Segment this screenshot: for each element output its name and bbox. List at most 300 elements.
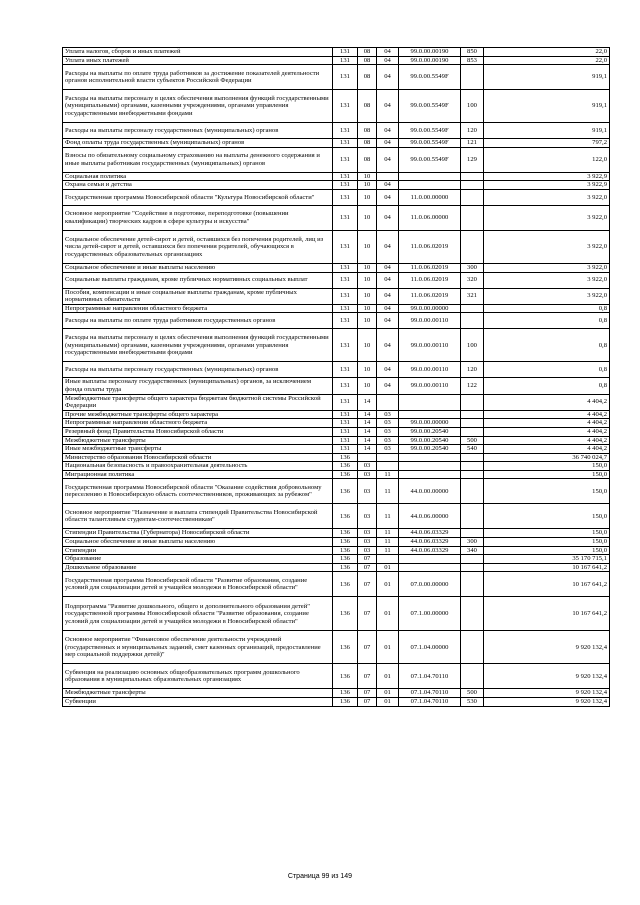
cell-expense-type: [461, 462, 484, 471]
cell-grbs: 136: [333, 631, 358, 664]
cell-expense-type: [461, 572, 484, 597]
cell-section: 10: [358, 172, 377, 181]
cell-expense-type: 300: [461, 263, 484, 272]
cell-amount: 10 167 641,2: [484, 563, 610, 572]
cell-section: 10: [358, 189, 377, 205]
cell-target-article: 44.0.06.00000: [399, 504, 461, 529]
cell-section: 14: [358, 394, 377, 410]
cell-grbs: 131: [333, 139, 358, 148]
cell-target-article: [399, 555, 461, 564]
table-row: [63, 555, 610, 564]
cell-amount: 3 922,0: [484, 272, 610, 288]
cell-section: 07: [358, 664, 377, 689]
cell-section: 10: [358, 362, 377, 378]
table-row: [63, 304, 610, 313]
cell-grbs: 131: [333, 394, 358, 410]
cell-grbs: 131: [333, 90, 358, 123]
cell-expense-type: [461, 205, 484, 230]
cell-name: Государственная программа Новосибирской области "Оказание содействия добровольному переселению в Новосибирскую область соотечественников, проживающих за рубежом": [63, 479, 333, 504]
cell-target-article: 99.0.00.00190: [399, 56, 461, 65]
cell-name: Государственная программа Новосибирской области "Культура Новосибирской области": [63, 189, 333, 205]
cell-amount: 3 922,0: [484, 230, 610, 263]
cell-name: Непрограммные направления областного бюджета: [63, 304, 333, 313]
cell-grbs: 131: [333, 172, 358, 181]
cell-amount: 4 404,2: [484, 427, 610, 436]
cell-amount: 9 920 132,4: [484, 689, 610, 698]
cell-name: Социальное обеспечение детей-сирот и детей, оставшихся без попечения родителей, лиц из числа детей-сирот и детей, оставшихся без попечения родителей, обучающихся в государственных образовательных организациях: [63, 230, 333, 263]
cell-name: Стипендии: [63, 546, 333, 555]
cell-grbs: 136: [333, 546, 358, 555]
cell-grbs: 131: [333, 48, 358, 57]
cell-section: 07: [358, 563, 377, 572]
cell-subsection: 11: [377, 479, 399, 504]
cell-expense-type: 100: [461, 329, 484, 362]
table-row: [63, 470, 610, 479]
table-row: [63, 597, 610, 631]
cell-grbs: 131: [333, 205, 358, 230]
cell-name: Иные выплаты персоналу государственных (муниципальных) органов, за исключением фонда оплаты труда: [63, 378, 333, 394]
cell-grbs: 131: [333, 147, 358, 172]
table-row: [63, 362, 610, 378]
cell-section: [358, 453, 377, 462]
cell-expense-type: [461, 427, 484, 436]
cell-section: 14: [358, 427, 377, 436]
cell-expense-type: 340: [461, 546, 484, 555]
table-row: [63, 205, 610, 230]
cell-subsection: [377, 172, 399, 181]
cell-amount: 150,0: [484, 538, 610, 547]
cell-target-article: 11.0.06.02019: [399, 263, 461, 272]
cell-section: 14: [358, 445, 377, 454]
cell-expense-type: 530: [461, 698, 484, 707]
cell-name: Расходы на выплаты персоналу государственных (муниципальных) органов: [63, 123, 333, 139]
cell-expense-type: 500: [461, 689, 484, 698]
cell-expense-type: [461, 504, 484, 529]
cell-subsection: 04: [377, 313, 399, 329]
cell-section: 03: [358, 546, 377, 555]
cell-subsection: 01: [377, 563, 399, 572]
cell-amount: 9 920 132,4: [484, 698, 610, 707]
cell-section: 14: [358, 419, 377, 428]
cell-subsection: 04: [377, 189, 399, 205]
cell-amount: 122,0: [484, 147, 610, 172]
cell-section: 03: [358, 529, 377, 538]
cell-name: Социальное обеспечение и иные выплаты населению: [63, 263, 333, 272]
cell-target-article: 99.0.00.00000: [399, 304, 461, 313]
cell-name: Пособия, компенсации и иные социальные выплаты гражданам, кроме публичных нормативных обязательств: [63, 288, 333, 304]
cell-section: 10: [358, 313, 377, 329]
cell-expense-type: [461, 181, 484, 190]
cell-expense-type: [461, 631, 484, 664]
cell-section: 07: [358, 572, 377, 597]
cell-subsection: [377, 394, 399, 410]
cell-name: Министерство образования Новосибирской области: [63, 453, 333, 462]
cell-section: 10: [358, 378, 377, 394]
cell-grbs: 136: [333, 563, 358, 572]
cell-subsection: 11: [377, 529, 399, 538]
cell-grbs: 136: [333, 597, 358, 631]
table-row: [63, 181, 610, 190]
cell-expense-type: 129: [461, 147, 484, 172]
cell-target-article: 07.1.04.70110: [399, 664, 461, 689]
cell-subsection: 04: [377, 90, 399, 123]
cell-subsection: 01: [377, 698, 399, 707]
cell-amount: 0,8: [484, 304, 610, 313]
cell-subsection: 03: [377, 410, 399, 419]
cell-name: Межбюджетные трансферты: [63, 689, 333, 698]
table-row: [63, 546, 610, 555]
cell-expense-type: 500: [461, 436, 484, 445]
cell-name: Резервный фонд Правительства Новосибирской области: [63, 427, 333, 436]
table-row: [63, 139, 610, 148]
table-row: [63, 272, 610, 288]
cell-expense-type: 853: [461, 56, 484, 65]
table-row: [63, 479, 610, 504]
cell-name: Взносы по обязательному социальному страхованию на выплаты денежного содержания и иные выплаты работникам государственных (муниципальных) органов: [63, 147, 333, 172]
cell-name: Охрана семьи и детства: [63, 181, 333, 190]
cell-section: 03: [358, 462, 377, 471]
cell-amount: 3 922,0: [484, 263, 610, 272]
table-row: [63, 263, 610, 272]
cell-target-article: 99.0.00.5549F: [399, 123, 461, 139]
cell-amount: 36 740 024,7: [484, 453, 610, 462]
cell-name: Расходы на выплаты по оплате труда работников государственных органов: [63, 313, 333, 329]
cell-target-article: 07.1.04.70110: [399, 698, 461, 707]
cell-grbs: 131: [333, 181, 358, 190]
table-row: [63, 563, 610, 572]
cell-expense-type: [461, 470, 484, 479]
table-row: [63, 410, 610, 419]
cell-section: 07: [358, 698, 377, 707]
cell-target-article: 44.0.00.00000: [399, 479, 461, 504]
cell-grbs: 131: [333, 436, 358, 445]
cell-target-article: 11.0.06.00000: [399, 205, 461, 230]
cell-grbs: 131: [333, 304, 358, 313]
cell-name: Стипендии Правительства (Губернатора) Новосибирской области: [63, 529, 333, 538]
cell-name: Подпрограмма "Развитие дошкольного, общего и дополнительного образования детей" государственной программы Новосибирской области "Развитие образования, создание условий для социализации детей и учащейся молодежи в Новосибирской области": [63, 597, 333, 631]
cell-amount: 22,0: [484, 48, 610, 57]
cell-name: Уплата иных платежей: [63, 56, 333, 65]
cell-section: 10: [358, 181, 377, 190]
table-row: [63, 147, 610, 172]
table-row: [63, 698, 610, 707]
cell-grbs: 136: [333, 698, 358, 707]
cell-subsection: 04: [377, 230, 399, 263]
cell-grbs: 136: [333, 529, 358, 538]
cell-name: Социальное обеспечение и иные выплаты населению: [63, 538, 333, 547]
cell-expense-type: [461, 172, 484, 181]
cell-name: Уплата налогов, сборов и иных платежей: [63, 48, 333, 57]
cell-amount: 150,0: [484, 504, 610, 529]
cell-expense-type: 320: [461, 272, 484, 288]
table-row: [63, 313, 610, 329]
cell-amount: 4 404,2: [484, 436, 610, 445]
cell-amount: 0,8: [484, 362, 610, 378]
cell-section: 03: [358, 470, 377, 479]
cell-expense-type: 122: [461, 378, 484, 394]
cell-name: Расходы на выплаты персоналу в целях обеспечения выполнения функций государственными (муниципальными) органами, казенными учреждениями, органами управления государственными внебюджетными фондами: [63, 329, 333, 362]
cell-target-article: 11.0.06.02019: [399, 230, 461, 263]
page-number: Страница 99 из 149: [287, 873, 353, 880]
cell-grbs: 131: [333, 445, 358, 454]
cell-section: 14: [358, 436, 377, 445]
cell-amount: 150,0: [484, 546, 610, 555]
cell-subsection: 03: [377, 436, 399, 445]
cell-target-article: 99.0.00.00110: [399, 378, 461, 394]
cell-amount: 0,8: [484, 329, 610, 362]
table-row: [63, 65, 610, 90]
cell-section: 08: [358, 65, 377, 90]
cell-subsection: 04: [377, 65, 399, 90]
cell-subsection: 04: [377, 123, 399, 139]
table-row: [63, 462, 610, 471]
cell-target-article: 99.0.00.00190: [399, 48, 461, 57]
cell-amount: 3 922,9: [484, 181, 610, 190]
table-row: [63, 436, 610, 445]
table-row: [63, 172, 610, 181]
cell-name: Основное мероприятие "Финансовое обеспечение деятельности учреждений (государственных и муниципальных заданий, смет казенных организаций, предоставление мер социальной поддержки детей)": [63, 631, 333, 664]
cell-name: Субвенция на реализацию основных общеобразовательных программ дошкольного образования в муниципальных образовательных организациях: [63, 664, 333, 689]
cell-subsection: 04: [377, 362, 399, 378]
table-row: [63, 504, 610, 529]
cell-name: Дошкольное образование: [63, 563, 333, 572]
cell-subsection: 04: [377, 205, 399, 230]
cell-target-article: 07.1.04.00000: [399, 631, 461, 664]
cell-grbs: 136: [333, 555, 358, 564]
cell-subsection: [377, 555, 399, 564]
cell-expense-type: 120: [461, 123, 484, 139]
table-row: [63, 378, 610, 394]
table-row: [63, 572, 610, 597]
table-row: [63, 689, 610, 698]
cell-section: 07: [358, 597, 377, 631]
cell-grbs: 131: [333, 313, 358, 329]
cell-amount: 22,0: [484, 56, 610, 65]
cell-target-article: 07.0.00.00000: [399, 572, 461, 597]
cell-name: Межбюджетные трансферты общего характера бюджетам бюджетной системы Российской Федерации: [63, 394, 333, 410]
cell-expense-type: [461, 189, 484, 205]
cell-section: 10: [358, 329, 377, 362]
table-row: [63, 538, 610, 547]
cell-target-article: 99.0.00.5549F: [399, 90, 461, 123]
cell-name: Основное мероприятие "Содействие в подготовке, переподготовке (повышении квалификации) творческих кадров в сфере культуры и искусства": [63, 205, 333, 230]
cell-section: 10: [358, 230, 377, 263]
cell-target-article: 99.0.00.5549F: [399, 65, 461, 90]
cell-target-article: [399, 172, 461, 181]
cell-section: 07: [358, 631, 377, 664]
cell-subsection: [377, 453, 399, 462]
cell-expense-type: [461, 65, 484, 90]
cell-name: Непрограммные направления областного бюджета: [63, 419, 333, 428]
cell-amount: 3 922,0: [484, 288, 610, 304]
cell-amount: 919,1: [484, 123, 610, 139]
cell-subsection: 03: [377, 445, 399, 454]
cell-target-article: [399, 453, 461, 462]
table-row: [63, 419, 610, 428]
cell-grbs: 131: [333, 362, 358, 378]
cell-name: Фонд оплаты труда государственных (муниципальных) органов: [63, 139, 333, 148]
table-row: [63, 230, 610, 263]
cell-name: Иные межбюджетные трансферты: [63, 445, 333, 454]
cell-target-article: 99.0.00.20540: [399, 436, 461, 445]
cell-expense-type: [461, 304, 484, 313]
cell-target-article: 44.0.06.03329: [399, 529, 461, 538]
cell-grbs: 131: [333, 329, 358, 362]
cell-amount: 150,0: [484, 470, 610, 479]
cell-grbs: 136: [333, 504, 358, 529]
cell-subsection: 04: [377, 263, 399, 272]
cell-target-article: 11.0.06.02019: [399, 288, 461, 304]
cell-expense-type: [461, 230, 484, 263]
cell-section: 08: [358, 147, 377, 172]
cell-subsection: 03: [377, 419, 399, 428]
cell-section: 07: [358, 555, 377, 564]
cell-target-article: [399, 394, 461, 410]
cell-name: Прочие межбюджетные трансферты общего характера: [63, 410, 333, 419]
cell-expense-type: [461, 529, 484, 538]
cell-amount: 10 167 641,2: [484, 572, 610, 597]
cell-subsection: 04: [377, 272, 399, 288]
cell-name: Образование: [63, 555, 333, 564]
cell-name: Социальная политика: [63, 172, 333, 181]
cell-expense-type: 321: [461, 288, 484, 304]
cell-subsection: 04: [377, 304, 399, 313]
cell-name: Социальные выплаты гражданам, кроме публичных нормативных социальных выплат: [63, 272, 333, 288]
cell-target-article: 99.0.00.00110: [399, 313, 461, 329]
cell-grbs: 131: [333, 230, 358, 263]
cell-subsection: 04: [377, 288, 399, 304]
table-row: [63, 56, 610, 65]
cell-grbs: 131: [333, 410, 358, 419]
cell-grbs: 131: [333, 378, 358, 394]
cell-grbs: 131: [333, 65, 358, 90]
cell-target-article: 99.0.00.00110: [399, 362, 461, 378]
cell-subsection: 11: [377, 546, 399, 555]
cell-section: 08: [358, 48, 377, 57]
cell-amount: 4 404,2: [484, 445, 610, 454]
cell-grbs: 136: [333, 479, 358, 504]
cell-target-article: 99.0.00.00000: [399, 419, 461, 428]
cell-subsection: 01: [377, 631, 399, 664]
cell-subsection: 04: [377, 56, 399, 65]
cell-target-article: 07.1.04.70110: [399, 689, 461, 698]
cell-amount: 919,1: [484, 90, 610, 123]
cell-target-article: 99.0.00.00110: [399, 329, 461, 362]
cell-section: 10: [358, 288, 377, 304]
cell-subsection: 04: [377, 378, 399, 394]
cell-amount: 4 404,2: [484, 419, 610, 428]
cell-grbs: 136: [333, 664, 358, 689]
budget-table-container: [62, 47, 609, 707]
table-row: [63, 529, 610, 538]
cell-section: 03: [358, 538, 377, 547]
cell-subsection: 01: [377, 689, 399, 698]
cell-name: Расходы на выплаты персоналу в целях обеспечения выполнения функций государственными (муниципальными) органами, казенными учреждениями, органами управления государственными внебюджетными фондами: [63, 90, 333, 123]
cell-name: Расходы на выплаты по оплате труда работников за достижение показателей деятельности органов исполнительной власти субъектов Российской Федерации: [63, 65, 333, 90]
cell-subsection: 04: [377, 147, 399, 172]
cell-expense-type: [461, 563, 484, 572]
cell-amount: 150,0: [484, 479, 610, 504]
cell-target-article: 11.0.06.02019: [399, 272, 461, 288]
cell-name: Национальная безопасность и правоохранительная деятельность: [63, 462, 333, 471]
cell-subsection: 01: [377, 664, 399, 689]
cell-subsection: 04: [377, 48, 399, 57]
cell-target-article: 99.0.00.20540: [399, 427, 461, 436]
cell-expense-type: [461, 419, 484, 428]
budget-table: [62, 47, 610, 707]
cell-subsection: 04: [377, 181, 399, 190]
cell-amount: 0,8: [484, 313, 610, 329]
cell-subsection: 11: [377, 470, 399, 479]
cell-target-article: [399, 462, 461, 471]
cell-target-article: 11.0.00.00000: [399, 189, 461, 205]
cell-section: 03: [358, 479, 377, 504]
cell-amount: 150,0: [484, 462, 610, 471]
cell-amount: 9 920 132,4: [484, 631, 610, 664]
cell-expense-type: [461, 394, 484, 410]
cell-target-article: [399, 410, 461, 419]
table-row: [63, 664, 610, 689]
cell-section: 07: [358, 689, 377, 698]
table-row: [63, 329, 610, 362]
cell-grbs: 136: [333, 538, 358, 547]
cell-target-article: [399, 470, 461, 479]
cell-grbs: 136: [333, 689, 358, 698]
cell-amount: 3 922,0: [484, 189, 610, 205]
cell-expense-type: 850: [461, 48, 484, 57]
table-row: [63, 90, 610, 123]
cell-grbs: 131: [333, 272, 358, 288]
cell-expense-type: 100: [461, 90, 484, 123]
cell-name: Расходы на выплаты персоналу государственных (муниципальных) органов: [63, 362, 333, 378]
cell-expense-type: 120: [461, 362, 484, 378]
cell-target-article: [399, 181, 461, 190]
cell-subsection: 11: [377, 538, 399, 547]
cell-subsection: 01: [377, 572, 399, 597]
cell-grbs: 136: [333, 470, 358, 479]
cell-expense-type: [461, 410, 484, 419]
cell-section: 14: [358, 410, 377, 419]
cell-grbs: 131: [333, 427, 358, 436]
cell-expense-type: [461, 597, 484, 631]
cell-amount: 35 170 715,1: [484, 555, 610, 564]
cell-target-article: 44.0.06.03329: [399, 538, 461, 547]
cell-amount: 4 404,2: [484, 394, 610, 410]
table-row: [63, 631, 610, 664]
cell-grbs: 131: [333, 189, 358, 205]
cell-name: Государственная программа Новосибирской области "Развитие образования, создание условий для социализации детей и учащейся молодежи в Новосибирской области": [63, 572, 333, 597]
table-row: [63, 427, 610, 436]
cell-expense-type: [461, 313, 484, 329]
cell-grbs: 136: [333, 453, 358, 462]
cell-expense-type: 540: [461, 445, 484, 454]
cell-subsection: 04: [377, 329, 399, 362]
cell-amount: 797,2: [484, 139, 610, 148]
cell-expense-type: [461, 664, 484, 689]
cell-amount: 4 404,2: [484, 410, 610, 419]
cell-name: Межбюджетные трансферты: [63, 436, 333, 445]
cell-subsection: 01: [377, 597, 399, 631]
cell-subsection: 03: [377, 427, 399, 436]
cell-target-article: 44.0.06.03329: [399, 546, 461, 555]
cell-grbs: 131: [333, 419, 358, 428]
cell-name: Миграционная политика: [63, 470, 333, 479]
cell-grbs: 136: [333, 572, 358, 597]
cell-grbs: 131: [333, 123, 358, 139]
cell-section: 10: [358, 304, 377, 313]
cell-grbs: 131: [333, 56, 358, 65]
cell-expense-type: 300: [461, 538, 484, 547]
